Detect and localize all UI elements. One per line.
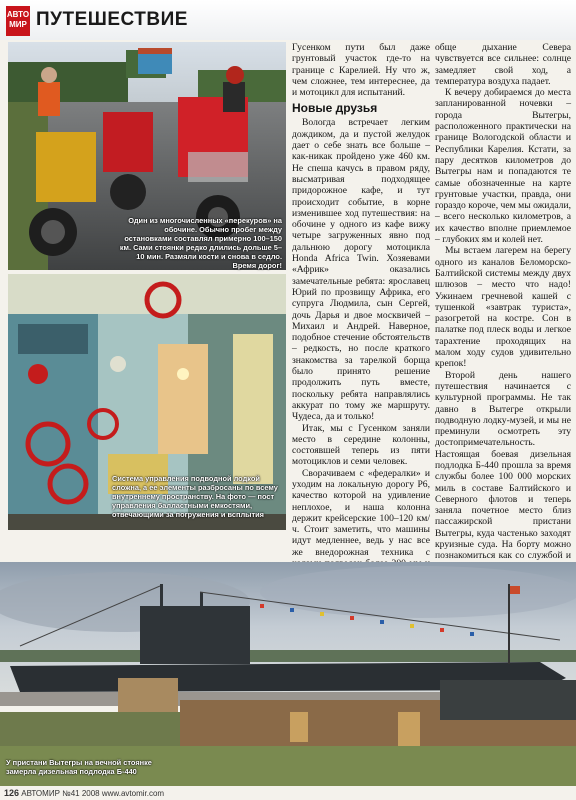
logo-line1: АВТО	[6, 10, 30, 19]
motorcycles-photo	[8, 42, 286, 270]
page-header	[0, 0, 576, 40]
paragraph: Второй день нашего путешествия начинается с культурной программы. Не так давно в Вытегре открыли подводную лодку-музей, и мы не преминули осмотреть эту достопримечательность. Настоящая боевая дизельная подлодка Б-440 прошла за время службы более 100 000 морских миль в составе Балтийского и Северного флотов и теперь заняла почетное место близ пассажирской пристани Вытегры, куда частенько заходят круизные суда. На борту можно познакомиться как со службой и	[435, 369, 571, 562]
page-number: 126	[4, 788, 20, 798]
magazine-issue: АВТОМИР №41 2008	[21, 789, 100, 798]
paragraph: Мы встаем лагерем на берегу одного из каналов Беломорско-Балтийской системы между двух шлюзов – место что надо! Ужинаем гречневой кашей с тушенкой «завтрак туриста», разогретой на костре. Сон в палатке под плеск воды и легкое тарахтение проходящих на малом ходу судов удивительно крепок!	[435, 245, 571, 370]
caption-submarine-interior: Система управления подводной лодкой сложна, а ее элементы разбросаны по всему внутреннему пространству. На фото — пост управления балластными емкостями, отвечающими за погружения и всплытия	[112, 474, 278, 519]
section-title: ПУТЕШЕСТВИЕ	[36, 9, 188, 30]
magazine-url[interactable]: www.avtomir.com	[101, 789, 165, 798]
paragraph: Гусенком пути был даже грунтовый участок где-то на границе с Карелией. Ну что ж, чем сложнее, тем интереснее, да и мотоцикл для испытаний.	[292, 42, 430, 99]
article-column-right	[435, 42, 571, 564]
magazine-logo	[6, 6, 30, 36]
caption-submarine-exterior: У пристани Вытегры на вечной стоянке замерла дизельная подлодка Б-440	[6, 758, 152, 776]
paragraph: Итак, мы с Гусенком заняли место в середине колонны, состоявшей теперь из пяти мотоциклов и семи человек.	[292, 422, 430, 468]
article-column-middle	[292, 42, 430, 564]
subheading-new-friends: Новые друзья	[292, 101, 378, 116]
paragraph: Вологда встречает легким дождиком, да и пустой желудок дает о себе знать все больше – как-никак пройдено уже 460 км. Не спеша качусь в правом ряду, высматривая подходящее придорожное кафе, и тут происходит событие, в корне изменившее ход путешествия: на обочине у одного из кафе вижу четыре загруженных явно под дальнюю дорогу мотоцикла Honda Africa Twin. Хозяевами «Африк» оказались замечательные ребята: ярославец Юрий по прозвищу Африка, его супруга Людмила, сын Сергей, дочь Дарья и двое москвичей – Михаил и Андрей. Наверное, подобное стечение обстоятельств – редкость, но после краткого знакомства за тарелкой борща было принято решение продолжить путь вместе, поскольку ребята направлялись аккурат по тому же маршруту. Чудеса, да и только!	[292, 117, 430, 423]
paragraph: обще дыхание Севера чувствуется все сильнее: солнце замедляет свой ход, а температура воздуха падает.	[435, 42, 571, 87]
page-footer	[4, 788, 164, 798]
submarine-exterior-photo	[0, 562, 576, 786]
caption-motorcycles: Один из многочисленных «перекуров» на обочине. Обычно пробег между остановками составлял примерно 100–150 км. Сами стоянки редко длились дольше 5–10 мин. Размяли кости и снова в седло. Время дорог!	[119, 216, 282, 270]
paragraph: Сворачиваем с «федералки» и уходим на локальную дорогу Р6, качество которой на удивление неплохое, и наша колонна держит крейсерские 100–120 км/ч. Стоит заметить, что машины идут медленнее, ведь у нас все же внедорожная техника с	[292, 467, 430, 558]
submarine-interior-photo	[8, 274, 286, 530]
submarine-exterior-image	[0, 562, 576, 786]
logo-line2: МИР	[9, 20, 27, 29]
paragraph: К вечеру добираемся до места запланированной ночевки – города Вытегры, расположенного практически на границе Вологодской области и Республики Карелия. Кстати, за пару десятков километров до Вытегры нам и попадаются те самые обозначенные на карте грунтовые участки, правда, они гораздо короче, чем мы ожидали, – всего несколько километров, а их качество вполне приемлемое – глубоких ям и колей нет.	[435, 87, 571, 246]
